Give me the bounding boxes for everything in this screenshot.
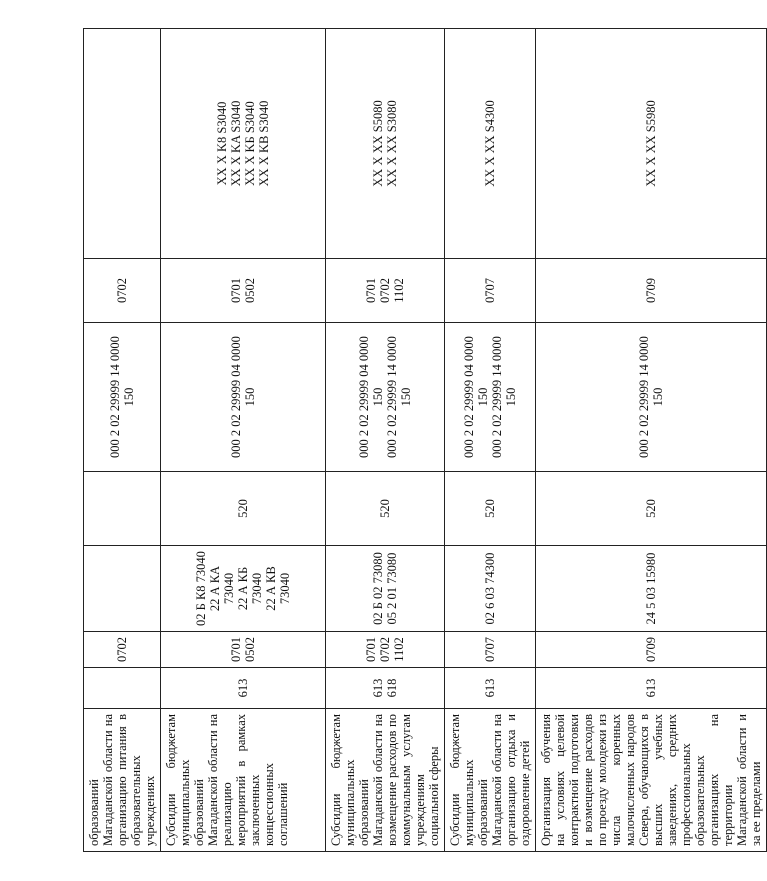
section-code: 0701 0502	[161, 632, 326, 668]
income-type-code: 520	[445, 472, 536, 546]
target-article-code: 02 Б 02 73080 05 2 01 73080	[326, 546, 445, 632]
table-row	[536, 29, 767, 852]
section-code-local: 0709	[536, 259, 767, 323]
expense-type-code: 613	[445, 668, 536, 709]
target-article-code-local: XX X XX S5080 XX X XX S3080	[326, 29, 445, 259]
section-code-local: 0701 0702 1102	[326, 259, 445, 323]
section-code: 0701 0702 1102	[326, 632, 445, 668]
subsidy-name: Организация обучения на условиях целевой контрактной подготовки и возмещение расходов по проезду молодежи из числа коренных малочисленных народов Севера, обучающихся в высших учебных заведениях, средних профессиональных образовательных организациях на территории Магаданской области и за ее пределами	[536, 709, 767, 852]
subsidy-name: Субсидии бюджетам муниципальных образований Магаданской области на возмещение расходов по коммунальным услугам учреждениям социальной сферы	[326, 709, 445, 852]
target-article-code-local: XX X K8 S3040 XX X KA S3040 XX X KБ S3040 XX X KB S3040	[161, 29, 326, 259]
target-article-code-local	[84, 29, 161, 259]
section-code-local: 0702	[84, 259, 161, 323]
expense-type-code: 613	[536, 668, 767, 709]
subsidy-name: образований Магаданской области на организацию питания в образовательных учреждениях	[84, 709, 161, 852]
table-row	[161, 29, 326, 852]
target-article-code-local: XX X XX S5980	[536, 29, 767, 259]
section-code: 0709	[536, 632, 767, 668]
table-row	[84, 29, 161, 852]
target-article-code-local: XX X XX S4300	[445, 29, 536, 259]
subsidy-name: Субсидии бюджетам муниципальных образований Магаданской области на реализацию мероприятий в рамках заключенных концессионных соглашений	[161, 709, 326, 852]
income-type-code: 520	[536, 472, 767, 546]
income-type-code: 520	[326, 472, 445, 546]
target-article-code	[84, 546, 161, 632]
income-type-code: 520	[161, 472, 326, 546]
income-code: 000 2 02 29999 04 0000 150 000 2 02 29999 14 0000 150	[326, 323, 445, 472]
income-code: 000 2 02 29999 04 0000 150	[161, 323, 326, 472]
income-code: 000 2 02 29999 04 0000 150 000 2 02 29999 14 0000 150	[445, 323, 536, 472]
subsidy-name: Субсидии бюджетам муниципальных образований Магаданской области на организацию отдыха и оздоровление детей	[445, 709, 536, 852]
expense-type-code	[84, 668, 161, 709]
income-code: 000 2 02 29999 14 0000 150	[84, 323, 161, 472]
target-article-code: 02 6 03 74300	[445, 546, 536, 632]
target-article-code: 24 5 03 15980	[536, 546, 767, 632]
income-type-code	[84, 472, 161, 546]
expense-type-code: 613 618	[326, 668, 445, 709]
table-row	[326, 29, 445, 852]
expense-type-code: 613	[161, 668, 326, 709]
budget-codes-table	[83, 28, 767, 852]
income-code: 000 2 02 29999 14 0000 150	[536, 323, 767, 472]
target-article-code: 02 Б К8 73040 22 А КА 73040 22 А КБ 73040 22 А КВ 73040	[161, 546, 326, 632]
section-code: 0707	[445, 632, 536, 668]
section-code-local: 0701 0502	[161, 259, 326, 323]
table-row	[445, 29, 536, 852]
section-code: 0702	[84, 632, 161, 668]
section-code-local: 0707	[445, 259, 536, 323]
rotated-page	[83, 29, 763, 852]
